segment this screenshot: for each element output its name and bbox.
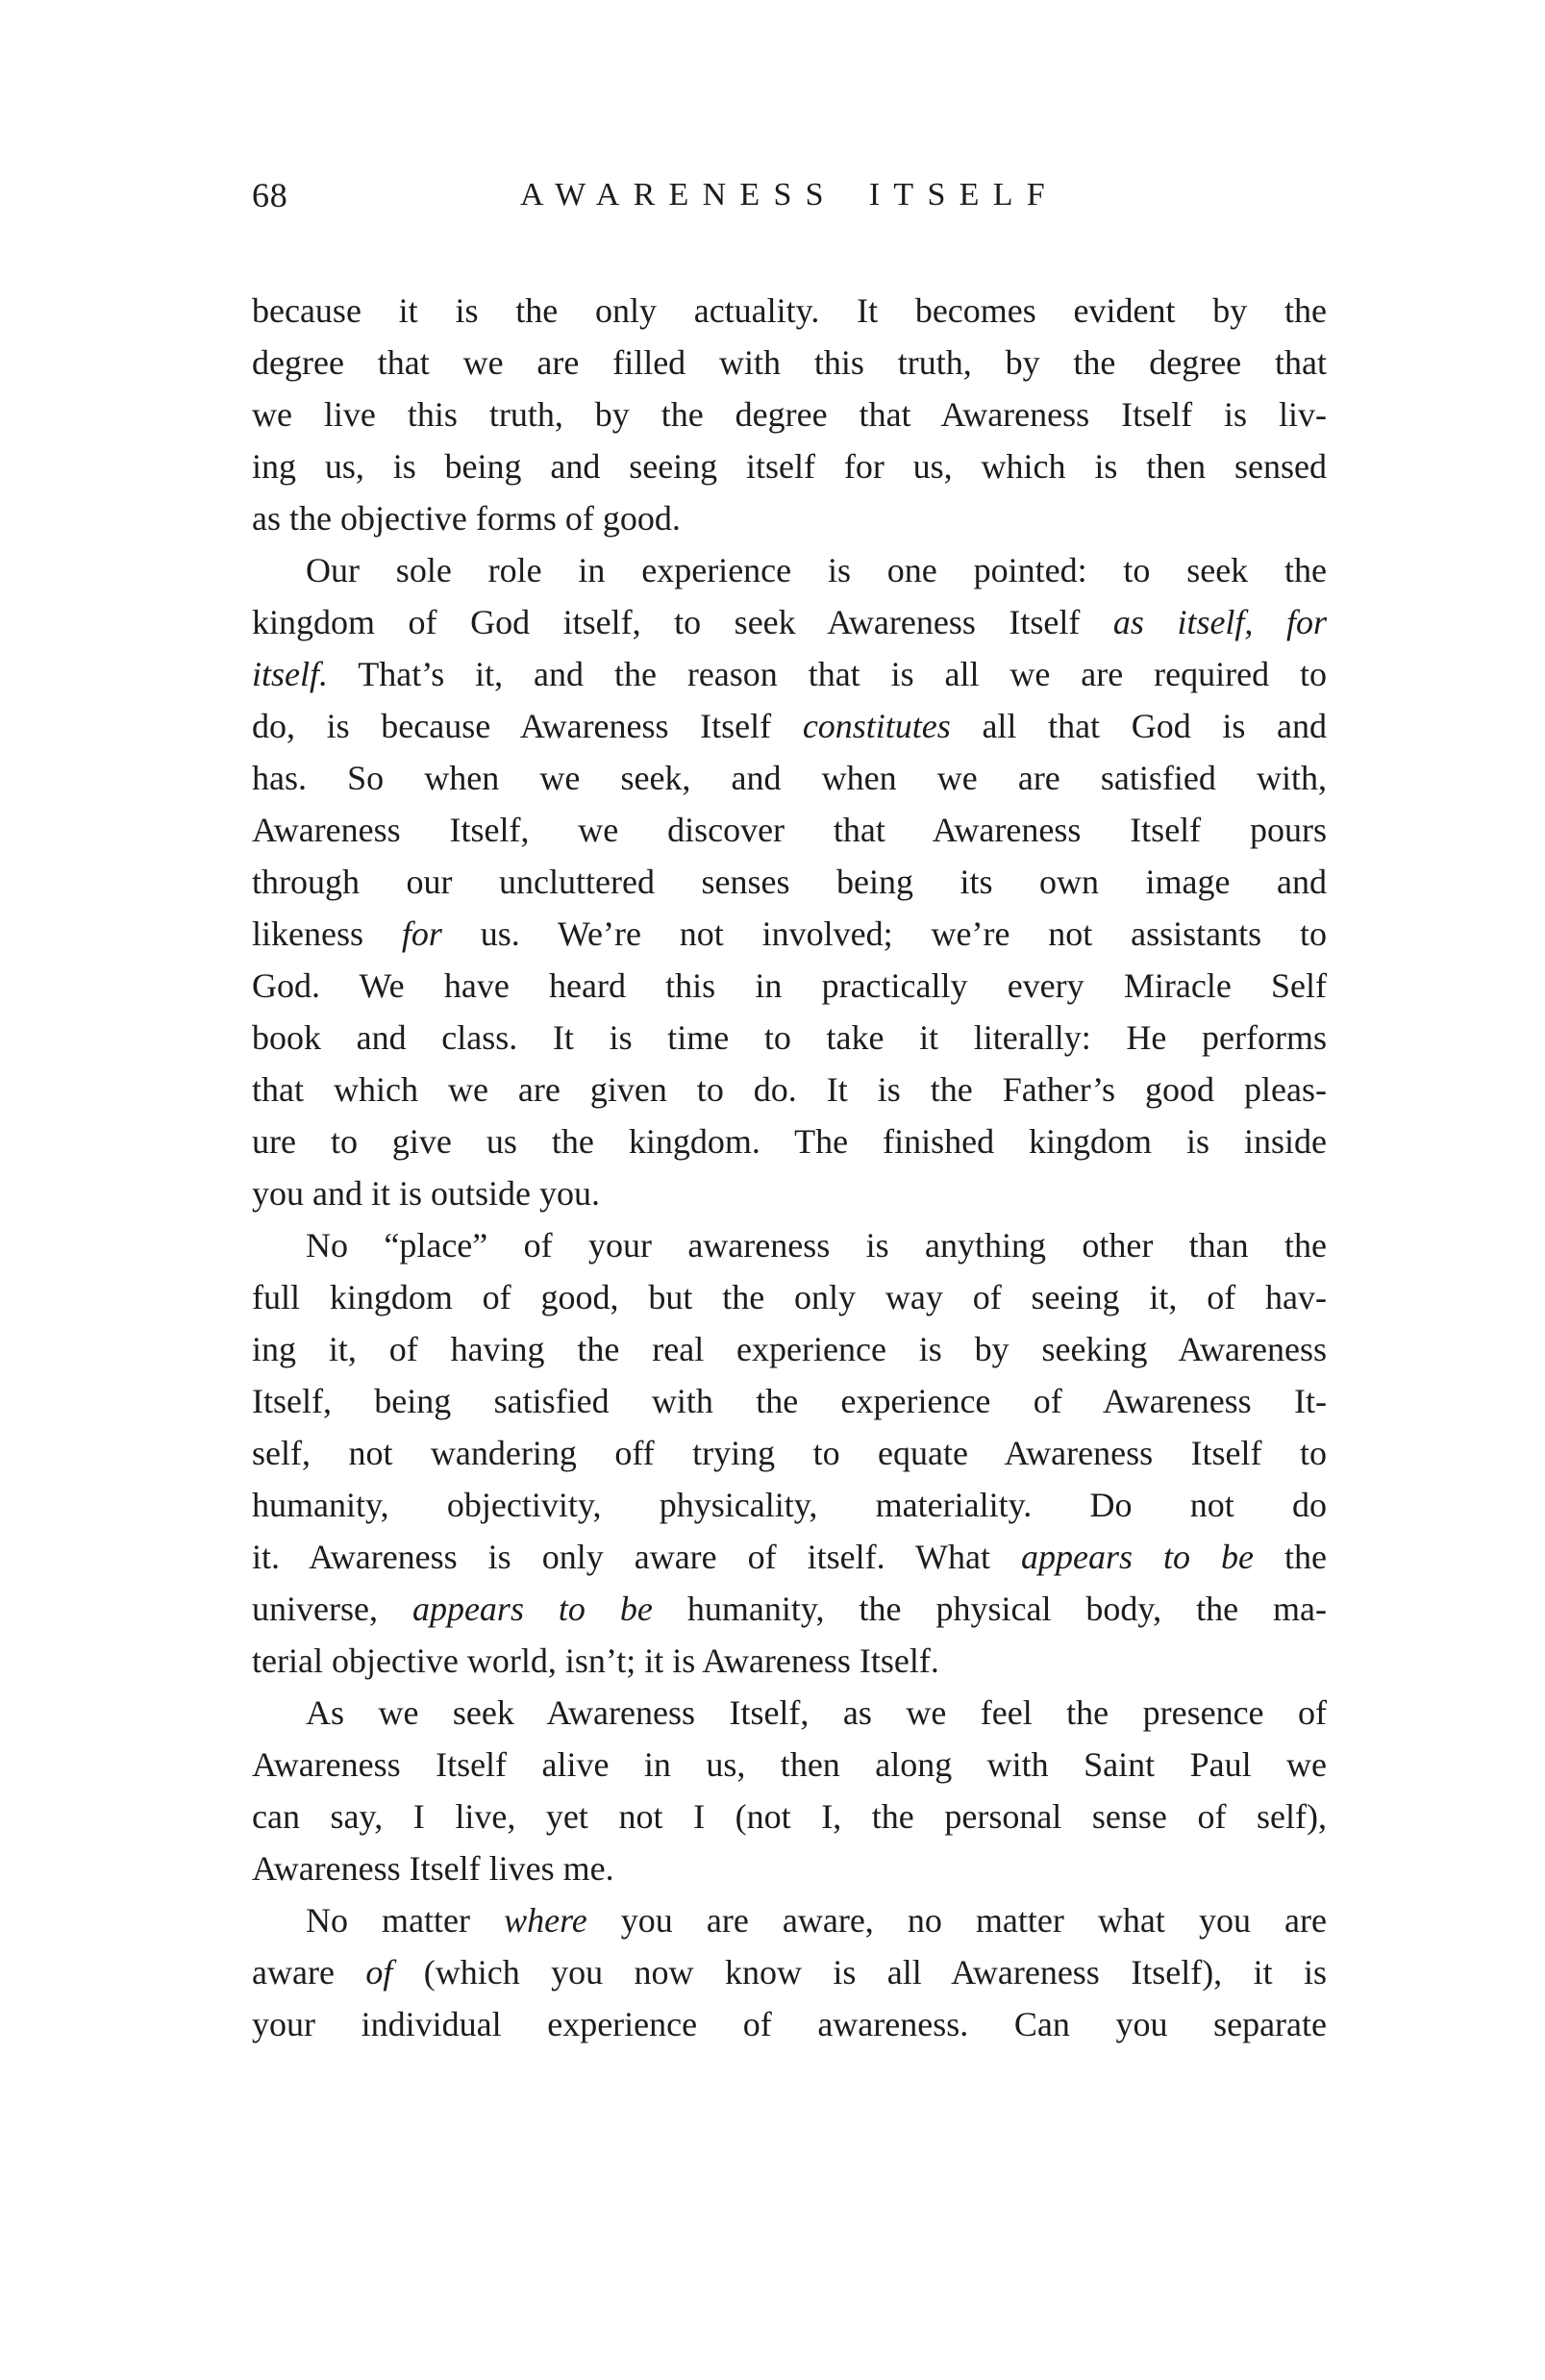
text-run: God. We have heard this in practically every Miracle Self	[252, 966, 1327, 1005]
italic-text-run: constitutes	[802, 707, 951, 745]
italic-text-run: where	[504, 1901, 587, 1940]
text-line	[252, 1115, 1327, 1167]
text-line	[252, 856, 1327, 908]
running-header-title: AWARENESS ITSELF	[520, 177, 1059, 213]
text-run: the	[1254, 1538, 1327, 1576]
italic-text-run: as itself, for	[1112, 603, 1327, 641]
paragraph	[252, 1687, 1327, 1894]
text-run: (which you now know is all Awareness Itself), it is	[392, 1953, 1328, 1992]
text-line	[252, 1012, 1327, 1064]
text-run: No “place” of your awareness is anything other than the	[306, 1226, 1327, 1265]
body-text	[252, 285, 1327, 2050]
italic-text-run: for	[401, 914, 442, 953]
text-run: through our uncluttered senses being its own image and	[252, 863, 1327, 901]
text-run: you are aware, no matter what you are	[586, 1901, 1327, 1940]
text-line	[252, 1998, 1327, 2050]
text-line	[252, 596, 1327, 648]
text-line	[252, 1064, 1327, 1115]
text-run: No matter	[306, 1901, 505, 1940]
text-run: has. So when we seek, and when we are satisfied with,	[252, 759, 1327, 797]
text-run: because it is the only actuality. It becomes evident by the	[252, 291, 1327, 330]
text-line	[252, 1375, 1327, 1427]
text-line	[252, 388, 1327, 440]
text-run: self, not wandering off trying to equate Awareness Itself to	[252, 1434, 1327, 1472]
text-run: terial objective world, isn’t; it is Awareness Itself.	[252, 1641, 939, 1680]
text-run: kingdom of God itself, to seek Awareness Itself	[252, 603, 1113, 641]
text-line	[252, 700, 1327, 752]
text-run: Awareness Itself, we discover that Awareness Itself pours	[252, 811, 1327, 849]
text-line	[252, 492, 1327, 544]
text-run: full kingdom of good, but the only way of seeing it, of hav-	[252, 1278, 1327, 1316]
page-header	[252, 176, 1327, 214]
text-line	[252, 1739, 1327, 1791]
text-run: As we seek Awareness Itself, as we feel the presence of	[306, 1693, 1327, 1732]
text-run: Our sole role in experience is one pointed: to seek the	[306, 551, 1327, 589]
paragraph	[252, 1894, 1327, 2050]
text-run: humanity, objectivity, physicality, materiality. Do not do	[252, 1486, 1327, 1524]
text-run: Awareness Itself lives me.	[252, 1849, 614, 1888]
italic-text-run: appears to be	[1020, 1538, 1254, 1576]
text-run: ing it, of having the real experience is by seeking Awareness	[252, 1330, 1327, 1368]
text-line	[252, 1946, 1327, 1998]
text-run: aware	[252, 1953, 366, 1992]
paragraph	[252, 544, 1327, 1219]
text-run: that which we are given to do. It is the Father’s good pleas-	[252, 1070, 1327, 1109]
text-run: humanity, the physical body, the ma-	[652, 1590, 1328, 1628]
text-line	[252, 544, 1327, 596]
text-run: we live this truth, by the degree that Awareness Itself is liv-	[252, 395, 1327, 434]
text-line	[252, 908, 1327, 960]
text-run: book and class. It is time to take it literally: He performs	[252, 1018, 1327, 1057]
text-line	[252, 1219, 1327, 1271]
text-line	[252, 1635, 1327, 1687]
text-run: ure to give us the kingdom. The finished kingdom is inside	[252, 1122, 1327, 1161]
text-line	[252, 1271, 1327, 1323]
page-number: 68	[252, 176, 288, 214]
text-line	[252, 804, 1327, 856]
paragraph	[252, 1219, 1327, 1687]
text-run: universe,	[252, 1590, 412, 1628]
italic-text-run: itself.	[252, 655, 328, 693]
text-run: Awareness Itself alive in us, then along with Saint Paul we	[252, 1745, 1327, 1784]
text-line	[252, 1479, 1327, 1531]
text-run: all that God is and	[950, 707, 1328, 745]
text-line	[252, 752, 1327, 804]
text-line	[252, 1583, 1327, 1635]
text-line	[252, 337, 1327, 388]
text-line	[252, 1687, 1327, 1739]
text-run: us. We’re not involved; we’re not assistants to	[441, 914, 1328, 953]
text-line	[252, 1427, 1327, 1479]
text-run: it. Awareness is only aware of itself. What	[252, 1538, 1021, 1576]
text-line	[252, 1167, 1327, 1219]
text-run: likeness	[252, 914, 402, 953]
text-run: can say, I live, yet not I (not I, the personal sense of self),	[252, 1797, 1327, 1836]
text-line	[252, 285, 1327, 337]
text-line	[252, 1531, 1327, 1583]
text-run: ing us, is being and seeing itself for us, which is then sensed	[252, 447, 1327, 486]
text-line	[252, 648, 1327, 700]
text-run: as the objective forms of good.	[252, 499, 681, 538]
text-line	[252, 1791, 1327, 1842]
text-run: do, is because Awareness Itself	[252, 707, 803, 745]
text-run: you and it is outside you.	[252, 1174, 600, 1213]
text-line	[252, 1842, 1327, 1894]
paragraph	[252, 285, 1327, 544]
text-run: Itself, being satisfied with the experience of Awareness It-	[252, 1382, 1327, 1420]
text-line	[252, 1894, 1327, 1946]
text-line	[252, 440, 1327, 492]
text-run: your individual experience of awareness. Can you separate	[252, 2005, 1327, 2043]
text-line	[252, 960, 1327, 1012]
text-run: That’s it, and the reason that is all we are required to	[328, 655, 1327, 693]
text-run: degree that we are filled with this truth, by the degree that	[252, 343, 1327, 382]
italic-text-run: appears to be	[411, 1590, 653, 1628]
text-line	[252, 1323, 1327, 1375]
italic-text-run: of	[365, 1953, 393, 1992]
